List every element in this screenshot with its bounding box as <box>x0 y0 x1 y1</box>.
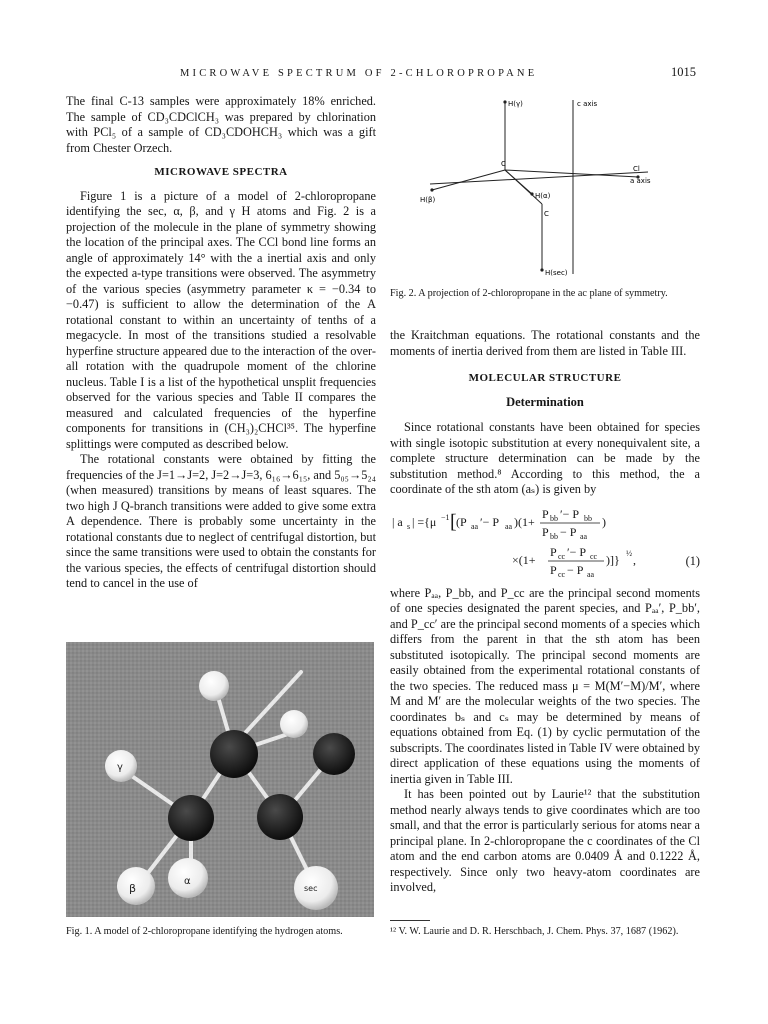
svg-text:aa: aa <box>505 521 513 531</box>
svg-text:P: P <box>542 524 549 539</box>
footnote-12: ¹² V. W. Laurie and D. R. Herschbach, J. Chem. Phys. 37, 1687 (1962). <box>390 926 679 937</box>
svg-text:′− P: ′− P <box>480 514 500 529</box>
equation-number: (1) <box>685 553 700 568</box>
svg-text:bb: bb <box>550 513 558 523</box>
svg-text:)(1+: )(1+ <box>514 514 535 529</box>
diagram-lines <box>430 100 648 274</box>
label-chlorine: Cl <box>633 165 640 173</box>
svg-text:aa: aa <box>471 521 479 531</box>
svg-text:(P: (P <box>456 514 467 529</box>
svg-text:P: P <box>550 544 557 559</box>
label-gamma: γ <box>117 762 123 773</box>
figure-2-projection-diagram <box>390 92 702 282</box>
svg-text:P: P <box>550 562 557 577</box>
carbon-ball-right <box>257 794 303 840</box>
point-h-alpha <box>530 192 533 195</box>
label-h-gamma: H(γ) <box>508 100 523 108</box>
section-title-molecular-structure: MOLECULAR STRUCTURE <box>468 372 622 384</box>
paragraph-determination: Since rotational constants have been obtained for species with single isotopic substitution at every nonequivalent site, a complete structure determination can be made by the substitution method.⁸ According to this method, the a coordinate of the sth atom (aₛ) is given by <box>390 420 700 496</box>
label-beta: β <box>129 882 137 895</box>
label-a-axis: a axis <box>630 177 651 185</box>
svg-text:): ) <box>602 514 606 529</box>
svg-text:cc: cc <box>590 551 598 561</box>
label-sec: sec <box>304 884 318 893</box>
figure-1-model-photo <box>66 642 374 917</box>
svg-text:P: P <box>542 506 549 521</box>
svg-text:−1: −1 <box>441 512 450 522</box>
label-carbon-top: C <box>501 160 506 168</box>
svg-text:bb: bb <box>550 531 558 541</box>
subsection-title-determination: Determination <box>506 394 584 409</box>
label-h-beta: H(β) <box>420 196 436 204</box>
equation-1 <box>390 504 700 578</box>
svg-text:[: [ <box>450 510 457 533</box>
svg-text:½: ½ <box>626 548 632 558</box>
point-h-sec <box>540 268 543 271</box>
figure-1-caption: Fig. 1. A model of 2-chloropropane identifying the hydrogen atoms. <box>66 926 343 937</box>
svg-text:bb: bb <box>584 513 592 523</box>
label-alpha: α <box>184 876 191 887</box>
svg-text:)]}: )]} <box>606 552 620 567</box>
svg-text:s: s <box>407 521 411 531</box>
svg-text:′− P: ′− P <box>567 544 587 559</box>
point-h-gamma <box>503 100 506 103</box>
paragraph-intro: The final C-13 samples were approximately 18% enriched. The sample of CD₃CDClCH₃ was prepared by chlorination with PCl₅ of a sample of CD₃CDOHCH₃ which was a gift from Chester Orzech. <box>66 94 376 155</box>
paragraph-where: where Pₐₐ, P_bb, and P_cc are the principal second moments of one species designated the parent species, and Pₐₐ′, P_bb′, and P_cc′ are the principal second moments of a species which differs from the parent in that the sth atom has been substituted isotopically. The principal second moments are easily obtained from the experimental rotational constants of the two species. The reduced mass μ = M(M′−M)/M′, where M and M′ are the molecular weights of the two species. The coordinates bₛ and cₛ may be determined by means of equations obtained from Eq. (1) by cyclic permutation of the subscripts. The coordinates listed in Table IV were obtained by direct application of these equations using the moments of inertia given in Table III. <box>390 585 700 786</box>
svg-text:− P: − P <box>560 524 577 539</box>
svg-text:cc: cc <box>558 551 566 561</box>
label-h-alpha: H(α) <box>535 192 551 200</box>
paragraph-laurie: It has been pointed out by Laurie¹² that the substitution method nearly always tends to give coordinates which are too small, and that the error is particularly serious for atoms near a principal plane. In 2-chloropropane the c coordinates of the Cl atom and the end carbon atoms are 0.0409 Å and 0.1222 Å, respectively. Since only two heavy-atom coordinates are involved, <box>390 787 700 894</box>
label-c-axis: c axis <box>577 100 598 108</box>
footnote-rule <box>390 920 430 921</box>
right-column <box>390 328 700 896</box>
label-carbon-mid: C <box>544 210 549 218</box>
hydrogen-ball-right <box>280 710 308 738</box>
chlorine-ball <box>313 733 355 775</box>
figure-2-caption: Fig. 2. A projection of 2-chloropropane in the ac plane of symmetry. <box>390 288 668 299</box>
carbon-ball-center <box>210 730 258 778</box>
section-title-microwave-spectra: MICROWAVE SPECTRA <box>154 166 288 178</box>
paragraph-spectra-2: The rotational constants were obtained by fitting the frequencies of the J=1→J=2, J=2→J=3, 6₁₆→6₁₅, and 5₀₅→5₂₄ (when measured) transitions by means of least squares. The two high J Q-branch transitions were added to give some extra A dependence. There is probably some uncertainty in the rotational constants due to neglect of centrifugal distortion, but since the same transitions were used to obtain the constants for the various species, the effects of centrifugal distortion should tend to cancel in the use of <box>66 452 376 590</box>
running-head: MICROWAVE SPECTRUM OF 2-CHLOROPROPANE <box>180 68 538 79</box>
equation-1-rendering <box>390 504 700 578</box>
hydrogen-ball-top <box>199 671 229 701</box>
label-h-sec: H(sec) <box>545 269 568 277</box>
carbon-ball-left <box>168 795 214 841</box>
page-number: 1015 <box>671 65 696 79</box>
svg-text:,: , <box>633 552 636 567</box>
svg-text:− P: − P <box>567 562 584 577</box>
svg-text:| ={μ: | ={μ <box>412 514 437 529</box>
svg-text:aa: aa <box>580 531 588 541</box>
svg-text:cc: cc <box>558 569 566 578</box>
paragraph-kraitchman: the Kraitchman equations. The rotational constants and the moments of inertia derived from them are listed in Table III. <box>390 328 700 358</box>
left-column <box>66 94 376 592</box>
svg-text:′− P: ′− P <box>560 506 580 521</box>
svg-text:aa: aa <box>587 569 595 578</box>
svg-text:×(1+: ×(1+ <box>512 552 536 567</box>
paragraph-spectra-1: Figure 1 is a picture of a model of 2-chloropropane identifying the sec, α, β, and γ H atoms and Fig. 2 is a projection of the molecule in the plane of symmetry showing the location of the principal axes. The CCl bond line forms an angle of approximately 14° with the a inertial axis and only the expected a-type transitions were observed. The asymmetry of the various species (asymmetry parameter κ = −0.34 to −0.47) is sufficient to allow the determination of the A rotational constant to within an uncertainty of tenths of a megacycle. In most of the transitions studied a resolvable hyperfine structure appeared due to the interaction of the over-all rotation with the quadrupole moment of the chlorine nucleus. Table I is a list of the hypothetical unsplit frequencies observed for the various species and Table II compares the measured and calculated frequencies of the hyperfine components for transitions in (CH₃)₂CHCl³⁵. The hyperfine splittings were computed as described below. <box>66 188 376 451</box>
point-h-beta <box>430 188 433 191</box>
svg-text:| a: | a <box>392 514 403 529</box>
